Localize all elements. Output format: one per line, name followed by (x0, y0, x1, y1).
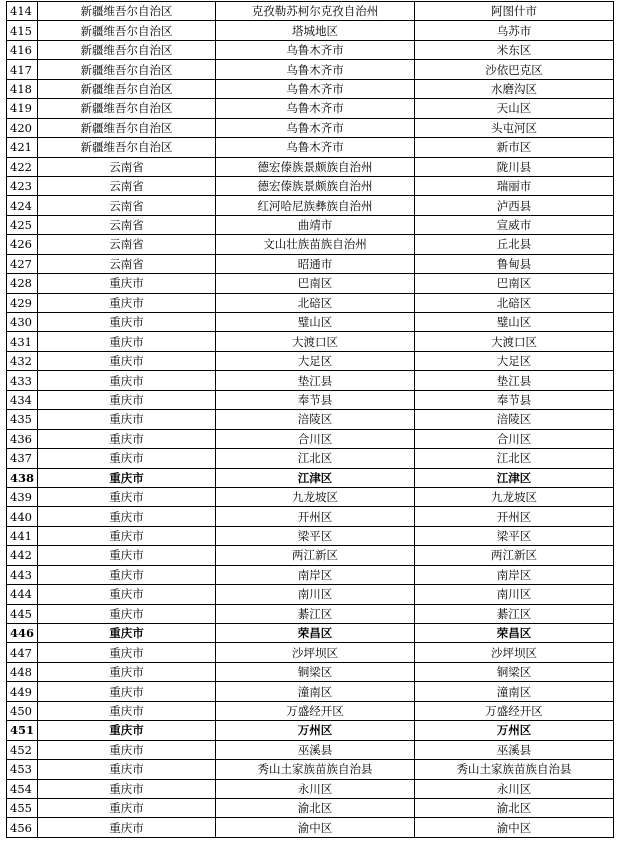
table-row (7, 721, 614, 740)
province-cell: 重庆市 (38, 332, 216, 351)
district-cell: 潼南区 (415, 682, 614, 701)
table-row (7, 818, 614, 837)
table-row (7, 21, 614, 40)
province-cell: 重庆市 (38, 449, 216, 468)
city-cell: 江津区 (216, 468, 415, 487)
district-cell: 奉节县 (415, 390, 614, 409)
table-row (7, 351, 614, 370)
table-row (7, 565, 614, 584)
city-cell: 乌鲁木齐市 (216, 79, 415, 98)
city-cell: 乌鲁木齐市 (216, 99, 415, 118)
row-number: 449 (7, 682, 38, 701)
district-cell: 江津区 (415, 468, 614, 487)
table-row (7, 40, 614, 59)
table-row (7, 682, 614, 701)
city-cell: 合川区 (216, 429, 415, 448)
row-number: 417 (7, 60, 38, 79)
province-cell: 重庆市 (38, 487, 216, 506)
district-cell: 合川区 (415, 429, 614, 448)
province-cell: 重庆市 (38, 604, 216, 623)
row-number: 434 (7, 390, 38, 409)
row-number: 418 (7, 79, 38, 98)
table-row (7, 79, 614, 98)
row-number: 438 (7, 468, 38, 487)
table-row (7, 390, 614, 409)
province-cell: 重庆市 (38, 624, 216, 643)
city-cell: 大足区 (216, 351, 415, 370)
city-cell: 永川区 (216, 779, 415, 798)
row-number: 445 (7, 604, 38, 623)
district-cell: 乌苏市 (415, 21, 614, 40)
district-cell: 沙依巴克区 (415, 60, 614, 79)
city-cell: 红河哈尼族彝族自治州 (216, 196, 415, 215)
table-row (7, 235, 614, 254)
province-cell: 新疆维吾尔自治区 (38, 99, 216, 118)
row-number: 414 (7, 2, 38, 21)
row-number: 456 (7, 818, 38, 837)
city-cell: 文山壮族苗族自治州 (216, 235, 415, 254)
province-cell: 重庆市 (38, 585, 216, 604)
city-cell: 荣昌区 (216, 624, 415, 643)
province-cell: 重庆市 (38, 740, 216, 759)
city-cell: 乌鲁木齐市 (216, 60, 415, 79)
district-cell: 泸西县 (415, 196, 614, 215)
district-cell: 渝北区 (415, 798, 614, 817)
row-number: 447 (7, 643, 38, 662)
district-cell: 北碚区 (415, 293, 614, 312)
row-number: 454 (7, 779, 38, 798)
city-cell: 万盛经开区 (216, 701, 415, 720)
row-number: 424 (7, 196, 38, 215)
city-cell: 曲靖市 (216, 215, 415, 234)
city-cell: 沙坪坝区 (216, 643, 415, 662)
district-cell: 垫江县 (415, 371, 614, 390)
region-table (6, 1, 614, 838)
district-cell: 渝中区 (415, 818, 614, 837)
province-cell: 重庆市 (38, 390, 216, 409)
district-cell: 阿图什市 (415, 2, 614, 21)
city-cell: 德宏傣族景颇族自治州 (216, 157, 415, 176)
row-number: 453 (7, 760, 38, 779)
district-cell: 涪陵区 (415, 410, 614, 429)
table-row (7, 371, 614, 390)
row-number: 416 (7, 40, 38, 59)
province-cell: 云南省 (38, 254, 216, 273)
province-cell: 重庆市 (38, 371, 216, 390)
row-number: 433 (7, 371, 38, 390)
row-number: 415 (7, 21, 38, 40)
city-cell: 九龙坡区 (216, 487, 415, 506)
city-cell: 德宏傣族景颇族自治州 (216, 176, 415, 195)
city-cell: 塔城地区 (216, 21, 415, 40)
row-number: 422 (7, 157, 38, 176)
city-cell: 克孜勒苏柯尔克孜自治州 (216, 2, 415, 21)
province-cell: 云南省 (38, 157, 216, 176)
province-cell: 新疆维吾尔自治区 (38, 40, 216, 59)
district-cell: 秀山土家族苗族自治县 (415, 760, 614, 779)
district-cell: 大足区 (415, 351, 614, 370)
city-cell: 秀山土家族苗族自治县 (216, 760, 415, 779)
row-number: 440 (7, 507, 38, 526)
table-row (7, 138, 614, 157)
table-row (7, 99, 614, 118)
row-number: 452 (7, 740, 38, 759)
table-row (7, 118, 614, 137)
row-number: 431 (7, 332, 38, 351)
city-cell: 铜梁区 (216, 662, 415, 681)
province-cell: 重庆市 (38, 546, 216, 565)
table-row (7, 526, 614, 545)
table-row (7, 429, 614, 448)
table-row (7, 546, 614, 565)
province-cell: 新疆维吾尔自治区 (38, 138, 216, 157)
city-cell: 巫溪县 (216, 740, 415, 759)
province-cell: 重庆市 (38, 798, 216, 817)
row-number: 432 (7, 351, 38, 370)
row-number: 437 (7, 449, 38, 468)
table-row (7, 60, 614, 79)
row-number: 451 (7, 721, 38, 740)
province-cell: 新疆维吾尔自治区 (38, 21, 216, 40)
row-number: 446 (7, 624, 38, 643)
city-cell: 开州区 (216, 507, 415, 526)
city-cell: 涪陵区 (216, 410, 415, 429)
table-row (7, 2, 614, 21)
province-cell: 新疆维吾尔自治区 (38, 2, 216, 21)
table-row (7, 157, 614, 176)
table-row (7, 624, 614, 643)
district-cell: 璧山区 (415, 313, 614, 332)
row-number: 429 (7, 293, 38, 312)
province-cell: 重庆市 (38, 293, 216, 312)
city-cell: 南川区 (216, 585, 415, 604)
province-cell: 重庆市 (38, 701, 216, 720)
table-row (7, 449, 614, 468)
table-row (7, 585, 614, 604)
district-cell: 九龙坡区 (415, 487, 614, 506)
table-row (7, 798, 614, 817)
table-row (7, 487, 614, 506)
district-cell: 丘北县 (415, 235, 614, 254)
row-number: 439 (7, 487, 38, 506)
province-cell: 重庆市 (38, 507, 216, 526)
district-cell: 荣昌区 (415, 624, 614, 643)
table-row (7, 293, 614, 312)
district-cell: 新市区 (415, 138, 614, 157)
row-number: 420 (7, 118, 38, 137)
row-number: 425 (7, 215, 38, 234)
table-row (7, 332, 614, 351)
row-number: 419 (7, 99, 38, 118)
city-cell: 潼南区 (216, 682, 415, 701)
row-number: 450 (7, 701, 38, 720)
district-cell: 宣威市 (415, 215, 614, 234)
province-cell: 重庆市 (38, 721, 216, 740)
district-cell: 南岸区 (415, 565, 614, 584)
province-cell: 重庆市 (38, 662, 216, 681)
province-cell: 重庆市 (38, 818, 216, 837)
district-cell: 万盛经开区 (415, 701, 614, 720)
district-cell: 巫溪县 (415, 740, 614, 759)
city-cell: 昭通市 (216, 254, 415, 273)
city-cell: 江北区 (216, 449, 415, 468)
district-cell: 头屯河区 (415, 118, 614, 137)
city-cell: 乌鲁木齐市 (216, 40, 415, 59)
district-cell: 陇川县 (415, 157, 614, 176)
province-cell: 重庆市 (38, 274, 216, 293)
province-cell: 重庆市 (38, 779, 216, 798)
district-cell: 南川区 (415, 585, 614, 604)
table-row (7, 254, 614, 273)
row-number: 430 (7, 313, 38, 332)
city-cell: 璧山区 (216, 313, 415, 332)
row-number: 423 (7, 176, 38, 195)
province-cell: 云南省 (38, 235, 216, 254)
table-row (7, 779, 614, 798)
table-row (7, 176, 614, 195)
province-cell: 重庆市 (38, 760, 216, 779)
province-cell: 重庆市 (38, 468, 216, 487)
city-cell: 垫江县 (216, 371, 415, 390)
district-cell: 天山区 (415, 99, 614, 118)
row-number: 441 (7, 526, 38, 545)
province-cell: 新疆维吾尔自治区 (38, 60, 216, 79)
district-cell: 万州区 (415, 721, 614, 740)
district-cell: 永川区 (415, 779, 614, 798)
province-cell: 云南省 (38, 196, 216, 215)
district-cell: 梁平区 (415, 526, 614, 545)
table-row (7, 604, 614, 623)
district-cell: 瑞丽市 (415, 176, 614, 195)
region-table-body (7, 2, 614, 838)
district-cell: 开州区 (415, 507, 614, 526)
table-row (7, 643, 614, 662)
city-cell: 两江新区 (216, 546, 415, 565)
city-cell: 巴南区 (216, 274, 415, 293)
table-row (7, 662, 614, 681)
city-cell: 万州区 (216, 721, 415, 740)
row-number: 427 (7, 254, 38, 273)
city-cell: 乌鲁木齐市 (216, 138, 415, 157)
district-cell: 水磨沟区 (415, 79, 614, 98)
table-row (7, 410, 614, 429)
province-cell: 重庆市 (38, 643, 216, 662)
district-cell: 沙坪坝区 (415, 643, 614, 662)
table-row (7, 740, 614, 759)
district-cell: 江北区 (415, 449, 614, 468)
table-row (7, 196, 614, 215)
table-row (7, 760, 614, 779)
province-cell: 重庆市 (38, 410, 216, 429)
row-number: 455 (7, 798, 38, 817)
row-number: 442 (7, 546, 38, 565)
district-cell: 米东区 (415, 40, 614, 59)
table-row (7, 215, 614, 234)
city-cell: 北碚区 (216, 293, 415, 312)
table-row (7, 313, 614, 332)
row-number: 443 (7, 565, 38, 584)
city-cell: 渝中区 (216, 818, 415, 837)
province-cell: 重庆市 (38, 526, 216, 545)
district-cell: 巴南区 (415, 274, 614, 293)
row-number: 448 (7, 662, 38, 681)
province-cell: 重庆市 (38, 351, 216, 370)
province-cell: 重庆市 (38, 313, 216, 332)
city-cell: 奉节县 (216, 390, 415, 409)
province-cell: 重庆市 (38, 682, 216, 701)
province-cell: 新疆维吾尔自治区 (38, 118, 216, 137)
province-cell: 重庆市 (38, 565, 216, 584)
city-cell: 乌鲁木齐市 (216, 118, 415, 137)
district-cell: 两江新区 (415, 546, 614, 565)
table-row (7, 507, 614, 526)
row-number: 421 (7, 138, 38, 157)
city-cell: 渝北区 (216, 798, 415, 817)
province-cell: 新疆维吾尔自治区 (38, 79, 216, 98)
table-row (7, 701, 614, 720)
district-cell: 綦江区 (415, 604, 614, 623)
city-cell: 梁平区 (216, 526, 415, 545)
district-cell: 大渡口区 (415, 332, 614, 351)
province-cell: 云南省 (38, 176, 216, 195)
city-cell: 南岸区 (216, 565, 415, 584)
row-number: 428 (7, 274, 38, 293)
province-cell: 重庆市 (38, 429, 216, 448)
row-number: 426 (7, 235, 38, 254)
district-cell: 鲁甸县 (415, 254, 614, 273)
city-cell: 大渡口区 (216, 332, 415, 351)
row-number: 435 (7, 410, 38, 429)
district-cell: 铜梁区 (415, 662, 614, 681)
row-number: 436 (7, 429, 38, 448)
row-number: 444 (7, 585, 38, 604)
table-row (7, 274, 614, 293)
city-cell: 綦江区 (216, 604, 415, 623)
province-cell: 云南省 (38, 215, 216, 234)
table-row (7, 468, 614, 487)
